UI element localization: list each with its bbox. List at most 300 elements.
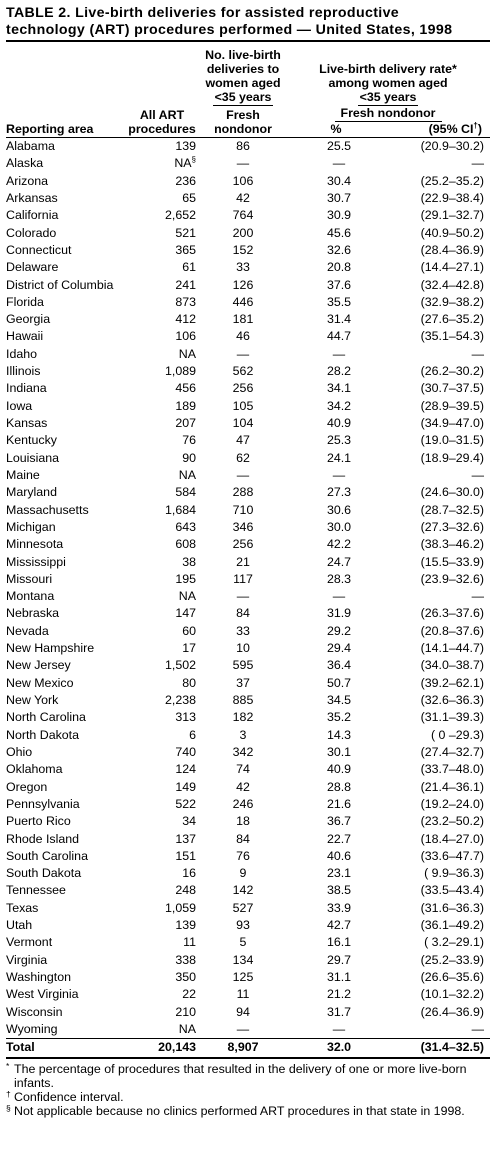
row-fresh-nondonor [200,484,286,501]
row-area-value: Oklahoma [6,762,63,777]
row-all-art [124,761,200,778]
row-fresh-nondonor [200,467,286,484]
table-row [6,952,490,969]
table-row [6,605,490,622]
row-ci-value: (36.1–49.2) [420,918,485,933]
row-area [6,155,124,172]
row-fresh-nondonor [200,363,286,380]
row-percent-value: 29.2 [326,623,352,638]
row-area-value: Illinois [6,364,41,379]
row-ci-value: (21.4–36.1) [420,779,485,794]
row-ci [380,692,490,709]
row-fresh-nondonor-value: 125 [232,970,254,984]
row-ci [380,328,490,345]
row-area-value: Oregon [6,779,48,794]
row-all-art [124,536,200,553]
table-row [6,986,490,1003]
row-fresh-nondonor [200,328,286,345]
row-ci [380,484,490,501]
row-all-art-value: 522 [175,796,196,811]
row-ci-value: ( 0 –29.3) [430,727,485,742]
row-area-value: Massachusetts [6,502,89,517]
row-all-art-value: 17 [182,641,196,656]
table-row [6,709,490,726]
row-ci [380,190,490,207]
row-fresh-nondonor-value: 595 [232,658,254,673]
row-area [6,796,124,813]
row-area-value: New Mexico [6,675,74,690]
row-fresh-nondonor [200,173,286,190]
row-ci [380,502,490,519]
row-area-value: Louisiana [6,450,60,465]
row-area-value: Utah [6,918,33,933]
row-percent [286,571,380,588]
row-area [6,173,124,190]
row-ci [380,605,490,622]
row-percent [286,727,380,744]
table-row [6,190,490,207]
row-ci-value: (38.3–46.2) [420,537,485,552]
row-fresh-nondonor-value: 106 [232,173,254,188]
row-fresh-nondonor [200,709,286,726]
header-rate-group-l3: <35 years [359,90,417,104]
row-area-value: Texas [6,900,39,915]
total-label: Total [6,1039,124,1058]
table-row [6,294,490,311]
row-all-art-value: 365 [175,242,196,257]
row-area-value: Georgia [6,312,51,327]
table-row [6,692,490,709]
row-percent-value: 35.5 [326,294,352,309]
row-all-art-value: 195 [175,571,196,586]
row-area [6,848,124,865]
row-all-art-value: 873 [175,294,196,309]
row-fresh-nondonor [200,502,286,519]
row-ci-value: (31.6–36.3) [420,900,485,915]
row-fresh-nondonor-value: 5 [239,935,247,950]
row-area-value: New York [6,693,59,707]
row-ci [380,277,490,294]
row-ci [380,467,490,484]
header-all-art-l2: procedures [124,122,200,138]
row-ci-value: (14.1–44.7) [420,641,485,656]
row-ci [380,588,490,605]
table-row [6,536,490,553]
row-area-value: California [6,208,59,223]
row-area [6,259,124,276]
row-percent [286,640,380,657]
row-ci [380,640,490,657]
row-fresh-nondonor [200,831,286,848]
row-all-art-value: NA [178,589,196,604]
row-ci [380,831,490,848]
row-all-art-value: 1,684 [164,502,196,517]
row-ci [380,761,490,778]
row-all-art-value: 1,089 [164,364,196,379]
row-fresh-nondonor [200,1021,286,1039]
row-all-art [124,900,200,917]
row-percent-value: 36.4 [326,658,352,673]
footnote-mark: § [6,1102,11,1113]
table-row [6,155,490,172]
table-row [6,259,490,276]
row-all-art-value: NA [178,467,196,482]
row-ci-value: — [471,346,485,361]
row-area [6,692,124,709]
row-area-value: Colorado [6,225,57,240]
row-fresh-nondonor [200,934,286,951]
row-ci-value: (26.4–36.9) [420,1004,485,1019]
header-rate-group-l2: among women aged [328,76,448,90]
row-area-value: Puerto Rico [6,814,71,829]
row-all-art-value: NA [178,346,196,361]
row-percent-value: 34.1 [326,381,352,396]
row-area [6,138,124,156]
table-row [6,346,490,363]
row-percent-value: 38.5 [326,883,352,898]
row-all-art [124,554,200,571]
row-ci-value: (20.9–30.2) [420,139,485,153]
row-area [6,328,124,345]
row-ci [380,865,490,882]
header-all-art-l1: All ART [139,108,185,122]
row-area-value: Nebraska [6,606,60,621]
header-rate-sub-label: Fresh nondonor [335,106,442,122]
row-area-value: Maine [6,467,40,482]
row-ci [380,709,490,726]
row-ci-value: (39.2–62.1) [420,675,485,690]
row-percent-value: 30.0 [326,519,352,534]
row-area-value: Washington [6,970,71,984]
row-ci [380,225,490,242]
row-area [6,917,124,934]
row-fresh-nondonor-value: 134 [232,952,254,967]
table-row [6,917,490,934]
row-area-value: Pennsylvania [6,796,80,811]
row-percent-value: 50.7 [326,675,352,690]
row-percent [286,709,380,726]
table-row [6,779,490,796]
row-all-art [124,571,200,588]
row-percent-value: 37.6 [326,277,352,292]
row-percent-value: — [332,1021,346,1036]
row-all-art [124,969,200,986]
table-row [6,484,490,501]
row-percent [286,432,380,449]
row-ci-value: (34.9–47.0) [420,416,485,430]
row-all-art [124,484,200,501]
row-all-art-value: 139 [175,918,196,933]
row-fresh-nondonor-value: 764 [232,208,254,223]
row-area [6,882,124,899]
row-percent-value: 30.1 [326,744,352,759]
row-area [6,779,124,796]
row-area-value: Connecticut [6,242,72,257]
row-percent-value: 31.7 [326,1004,352,1019]
row-ci-value: — [471,156,485,171]
header-ci-close: ) [477,122,483,136]
row-ci-value: (40.9–50.2) [420,225,485,240]
row-percent [286,865,380,882]
row-percent [286,519,380,536]
row-ci-value: (18.9–29.4) [420,450,485,465]
row-percent-value: — [332,589,346,604]
row-ci-value: (19.2–24.0) [420,796,485,811]
row-fresh-nondonor [200,190,286,207]
row-all-art-value: 149 [175,779,196,794]
row-fresh-nondonor [200,277,286,294]
row-ci [380,207,490,224]
row-percent [286,398,380,415]
row-percent [286,986,380,1003]
row-all-art [124,952,200,969]
row-percent [286,934,380,951]
row-percent-value: 31.9 [326,606,352,621]
row-ci [380,727,490,744]
row-percent-value: 40.6 [326,848,352,863]
row-all-art [124,190,200,207]
row-area [6,675,124,692]
row-all-art [124,450,200,467]
row-ci [380,917,490,934]
row-all-art [124,173,200,190]
row-ci-value: (30.7–37.5) [420,381,485,396]
total-all-art: 20,143 [124,1039,200,1058]
row-fresh-nondonor-value: 342 [232,744,254,759]
row-fresh-nondonor [200,450,286,467]
row-fresh-nondonor-value: 46 [236,329,250,344]
row-area [6,398,124,415]
table-body [6,138,490,1039]
header-fresh-group-l4: <35 years [214,90,272,104]
row-area [6,450,124,467]
row-ci-value: (24.6–30.0) [420,485,485,500]
row-area-value: Alabama [6,139,55,153]
row-percent-value: 34.5 [326,693,352,707]
table-row [6,571,490,588]
row-area-value: North Carolina [6,710,86,725]
row-all-art [124,415,200,432]
row-area-value: South Carolina [6,848,88,863]
row-percent [286,294,380,311]
header-reporting-area: Reporting area [6,122,124,138]
footnotes [6,1062,490,1118]
row-fresh-nondonor [200,623,286,640]
row-all-art [124,640,200,657]
row-percent-value: — [332,467,346,482]
row-percent [286,848,380,865]
row-ci-value: (33.7–48.0) [420,762,485,777]
row-percent [286,467,380,484]
row-fresh-nondonor [200,242,286,259]
row-fresh-nondonor [200,900,286,917]
row-area [6,467,124,484]
row-ci [380,1004,490,1021]
row-area [6,1004,124,1021]
row-ci-value: — [471,1021,485,1036]
row-all-art [124,588,200,605]
row-all-art-value: 350 [175,970,196,984]
row-area-value: South Dakota [6,866,82,881]
row-ci [380,536,490,553]
table-container [6,5,490,1118]
row-all-art [124,346,200,363]
row-fresh-nondonor-value: 346 [232,519,254,534]
row-fresh-nondonor-value: 256 [232,537,254,552]
row-fresh-nondonor-value: 76 [236,848,250,863]
row-all-art [124,675,200,692]
row-percent-value: 33.9 [326,900,352,915]
row-all-art [124,848,200,865]
row-fresh-nondonor-value: 256 [232,381,254,396]
row-ci [380,1021,490,1039]
row-ci-value: (31.1–39.3) [420,710,485,725]
row-area [6,207,124,224]
total-ci: (31.4–32.5) [380,1039,490,1058]
row-fresh-nondonor [200,882,286,899]
row-percent [286,744,380,761]
row-percent-value: 27.3 [326,485,352,500]
table-row [6,1021,490,1039]
row-ci-value: (28.9–39.5) [420,398,485,413]
row-fresh-nondonor [200,380,286,397]
row-percent-value: 21.2 [326,987,352,1002]
row-percent-value: 16.1 [326,935,352,950]
table-row [6,675,490,692]
row-percent-value: 31.1 [326,970,352,984]
row-area-value: Iowa [6,398,33,413]
header-fresh-group-l2: deliveries to [206,62,280,76]
row-area [6,588,124,605]
row-percent [286,554,380,571]
row-area [6,934,124,951]
row-ci-value: (27.4–32.7) [420,744,485,759]
row-all-art [124,934,200,951]
row-area-value: Indiana [6,381,47,396]
row-all-art [124,519,200,536]
row-ci [380,623,490,640]
row-all-art [124,882,200,899]
row-ci-value: (10.1–32.2) [420,987,485,1002]
row-fresh-nondonor-value: 84 [236,831,250,846]
row-all-art-value: 207 [175,416,196,430]
row-all-art-value: 2,652 [164,208,196,223]
row-ci [380,675,490,692]
row-ci [380,848,490,865]
row-percent-value: 32.6 [326,242,352,257]
row-all-art-value: 412 [175,312,196,327]
row-percent [286,138,380,156]
header-spacer [124,42,200,106]
row-area [6,277,124,294]
row-area-value: New Hampshire [6,641,95,656]
row-ci [380,796,490,813]
row-ci-value: (25.2–35.2) [420,173,485,188]
row-all-art-value: 1,502 [164,658,196,673]
row-all-art-value: 521 [175,225,196,240]
row-ci [380,380,490,397]
table-row [6,311,490,328]
row-percent [286,328,380,345]
row-ci [380,882,490,899]
row-area [6,294,124,311]
row-percent [286,259,380,276]
row-ci [380,155,490,172]
row-all-art-value: 11 [183,935,196,950]
row-percent [286,588,380,605]
row-area [6,657,124,674]
row-ci-value: (32.9–38.2) [420,294,485,309]
row-fresh-nondonor [200,571,286,588]
row-fresh-nondonor [200,848,286,865]
row-percent [286,1021,380,1039]
row-ci-value: (26.3–37.6) [420,606,485,621]
row-fresh-nondonor-value: 200 [232,225,254,240]
row-ci-value: (33.5–43.4) [420,883,485,898]
header-fresh-top: Fresh [226,108,260,122]
row-fresh-nondonor [200,415,286,432]
row-area [6,813,124,830]
row-ci [380,571,490,588]
row-area-value: Michigan [6,519,56,534]
row-area-value: Hawaii [6,329,44,344]
row-area-value: Arizona [6,173,49,188]
row-fresh-nondonor [200,865,286,882]
table-row [6,554,490,571]
row-all-art [124,865,200,882]
row-all-art [124,709,200,726]
row-area [6,986,124,1003]
total-fresh: 8,907 [200,1039,286,1058]
footnote-text: Confidence interval. [14,1089,124,1104]
header-rate-group [286,42,490,106]
table-row [6,519,490,536]
row-percent-value: 36.7 [326,814,352,829]
title-line-1: TABLE 2. Live-birth deliveries for assisted reproductive [6,5,400,21]
row-ci-value: — [471,467,485,482]
row-percent-value: 42.7 [326,918,352,933]
row-percent-value: 24.1 [326,450,352,465]
row-percent-value: 22.7 [326,831,352,846]
row-area-value: Virginia [6,952,48,967]
row-percent-value: 25.5 [326,139,352,153]
row-percent-value: 23.1 [326,866,352,881]
row-all-art [124,277,200,294]
table-row [6,865,490,882]
row-ci-value: (33.6–47.7) [420,848,485,863]
header-fresh-bottom: nondonor [200,122,286,138]
row-fresh-nondonor-value: 104 [232,416,254,430]
row-ci [380,432,490,449]
row-area-value: Ohio [6,744,33,759]
row-percent-value: 31.4 [326,312,352,327]
row-percent-value: 29.7 [326,952,352,967]
row-all-art-value: 584 [175,485,196,500]
row-percent-value: 29.4 [326,641,352,656]
row-area [6,623,124,640]
row-all-art [124,986,200,1003]
row-ci [380,554,490,571]
row-percent [286,484,380,501]
row-ci-value: (27.6–35.2) [420,312,485,327]
row-ci [380,242,490,259]
row-ci [380,173,490,190]
table-row [6,640,490,657]
row-percent-value: 28.2 [326,364,352,379]
row-percent-value: 28.3 [326,571,352,586]
row-ci-value: (32.6–36.3) [420,693,485,707]
row-fresh-nondonor [200,952,286,969]
